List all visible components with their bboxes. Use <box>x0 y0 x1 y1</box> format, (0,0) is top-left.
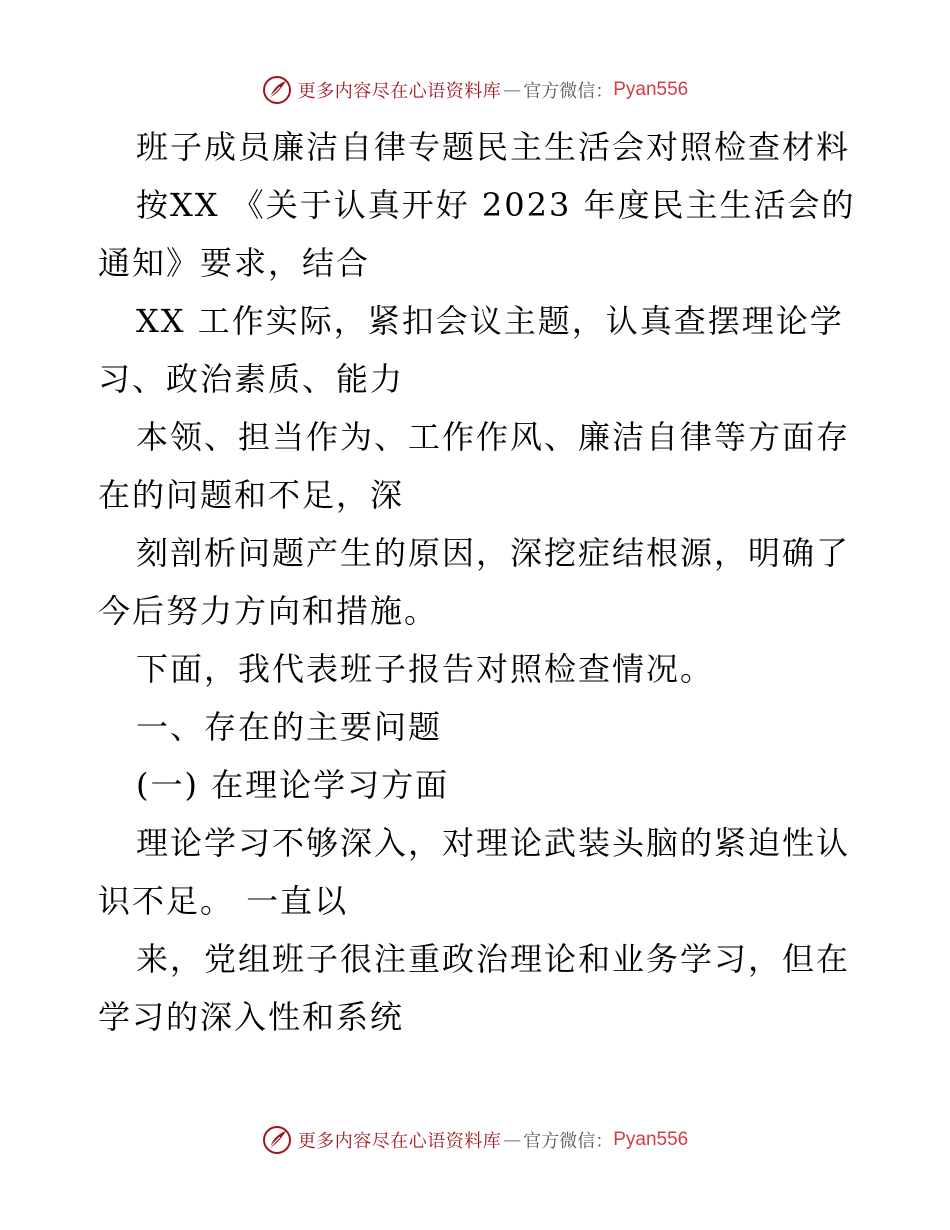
watermark-separator: — <box>503 1129 522 1151</box>
paragraph-line: 理论学习不够深入，对理论武装头脑的紧迫性认 <box>136 824 851 862</box>
paragraph-line: XX 工作实际，紧扣会议主题，认真查摆理论学 <box>136 302 844 340</box>
paragraph-line: 刻剖析问题产生的原因，深挖症结根源，明确了 <box>136 534 851 572</box>
feather-pen-icon <box>262 1125 292 1155</box>
paragraph-line: 下面，我代表班子报告对照检查情况。 <box>136 650 715 688</box>
paragraph-line: 本领、担当作为、工作作风、廉洁自律等方面存 <box>136 418 851 456</box>
paragraph-line: 在的问题和不足，深 <box>98 476 405 514</box>
paragraph-line: 习、政治素质、能力 <box>98 360 405 398</box>
document-title: 班子成员廉洁自律专题民主生活会对照检查材料 <box>136 128 851 166</box>
watermark-contact-label: 官方微信： <box>523 1131 614 1152</box>
paragraph-line: 今后努力方向和措施。 <box>98 592 439 630</box>
paragraph-line: 来，党组班子很注重政治理论和业务学习，但在 <box>136 940 851 978</box>
watermark-banner-bottom <box>0 1120 950 1160</box>
document-body <box>98 118 858 1046</box>
watermark-banner-top <box>0 70 950 110</box>
section-heading: 一、存在的主要问题 <box>136 708 443 746</box>
watermark-contact-id: Pyan556 <box>613 1129 689 1150</box>
paragraph-line: 按XX 《关于认真开好 2023 年度民主生活会的 <box>136 186 856 224</box>
subsection-heading: (一) 在理论学习方面 <box>136 766 450 804</box>
watermark-separator: — <box>503 79 522 101</box>
watermark-brand-text: 更多内容尽在心语资料库 <box>297 1131 502 1152</box>
watermark-contact-id: Pyan556 <box>613 79 689 100</box>
feather-pen-icon <box>262 75 292 105</box>
paragraph-line: 识不足。 一直以 <box>98 882 349 920</box>
paragraph-line: 通知》要求，结合 <box>98 244 371 282</box>
paragraph-line: 学习的深入性和系统 <box>98 998 405 1036</box>
watermark-contact-label: 官方微信： <box>523 81 614 102</box>
watermark-brand-text: 更多内容尽在心语资料库 <box>297 81 502 102</box>
